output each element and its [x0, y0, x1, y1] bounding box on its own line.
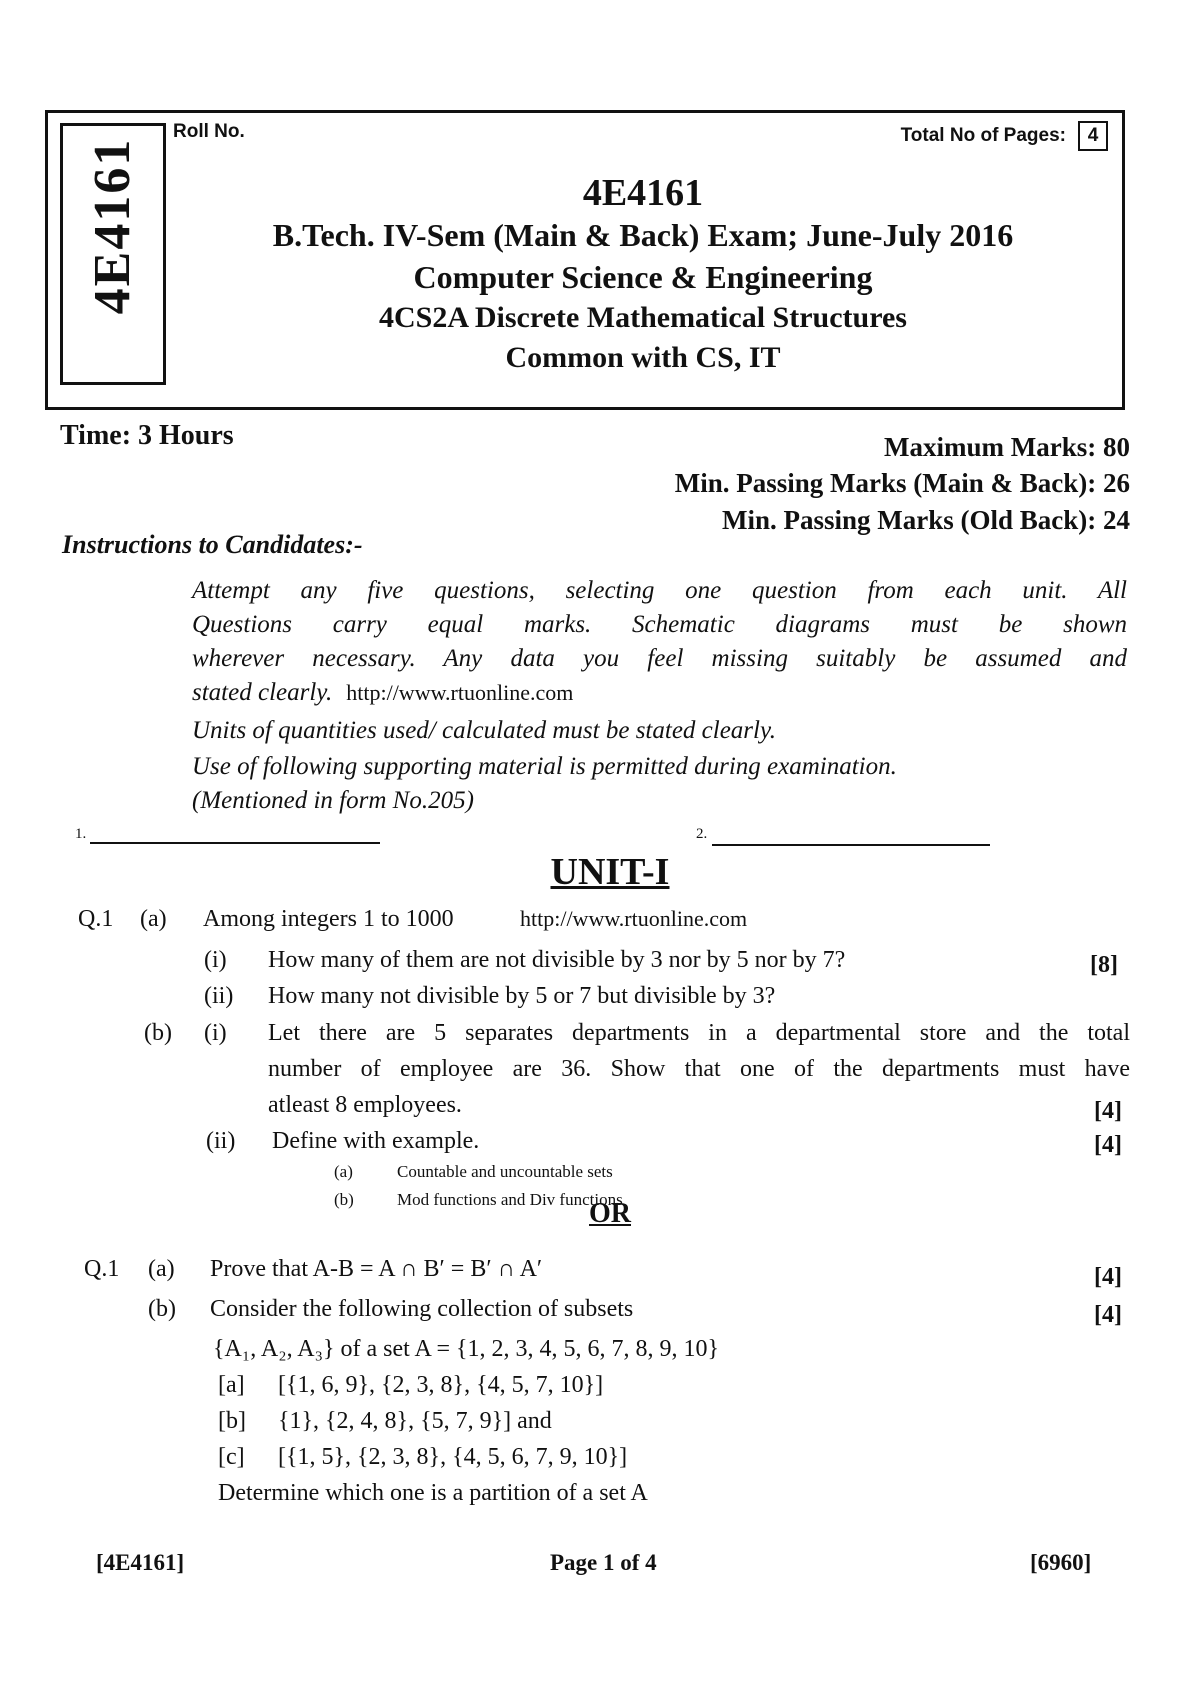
footer-paper-code: [4E4161] [96, 1550, 185, 1575]
question-text: Consider the following collection of subsets [210, 1296, 634, 1322]
footer-serial-number: [6960] [1030, 1550, 1092, 1575]
question-text: How many of them are not divisible by 3 nor by 5 nor by 7? [268, 947, 846, 973]
min-passing-marks-main-back: Min. Passing Marks (Main & Back): 26 [674, 468, 1130, 498]
paper-code-box [60, 123, 166, 385]
total-pages-count: 4 [1078, 121, 1108, 151]
website-url[interactable]: http://www.rtuonline.com [520, 906, 748, 931]
question-text: Among integers 1 to 1000 [203, 906, 454, 932]
question-text: Let there are 5 separates departments in a departmental store and the total [268, 1020, 1130, 1046]
support-material-1-number: 1. [75, 826, 87, 842]
item-text: Mod functions and Div functions [397, 1190, 623, 1209]
support-material-2-blank [712, 844, 990, 846]
question-text: atleast 8 employees. [268, 1092, 462, 1118]
question-text: Determine which one is a partition of a set A [218, 1480, 648, 1506]
instruction-line: Use of following supporting material is permitted during examination. [192, 753, 897, 780]
exam-title: B.Tech. IV-Sem (Main & Back) Exam; June-July 2016 [272, 217, 1014, 253]
or-separator: OR [589, 1198, 631, 1229]
subpart-number: (ii) [204, 983, 234, 1009]
min-passing-marks-old-back: Min. Passing Marks (Old Back): 24 [721, 505, 1130, 535]
instruction-text: stated clearly. [192, 679, 333, 706]
marks-badge: [4] [1094, 1098, 1122, 1124]
marks-badge: [4] [1094, 1132, 1122, 1158]
subpart-number: (i) [204, 1020, 227, 1046]
question-text: How many not divisible by 5 or 7 but divisible by 3? [268, 983, 776, 1009]
instruction-line: Units of quantities used/ calculated must be stated clearly. [192, 717, 776, 744]
question-number: Q.1 [78, 906, 114, 932]
unit-heading: UNIT-I [550, 851, 670, 893]
option-text: {1}, {2, 4, 8}, {5, 7, 9}] and [278, 1408, 552, 1434]
subpart-number: (i) [204, 947, 227, 973]
option-label: [b] [218, 1408, 246, 1434]
instruction-line [192, 676, 1127, 710]
marks-badge: [4] [1094, 1302, 1122, 1328]
vertical-paper-code: 4E4161 [84, 137, 141, 315]
marks-badge: [8] [1090, 952, 1118, 978]
support-material-2-number: 2. [696, 826, 708, 842]
instruction-line: wherever necessary. Any data you feel missing suitably be assumed and [192, 645, 1127, 672]
instruction-line: Attempt any five questions, selecting one question from each unit. All [192, 577, 1127, 604]
paper-code: 4E4161 [582, 172, 704, 214]
website-url[interactable]: http://www.rtuonline.com [346, 680, 574, 705]
item-text: Countable and uncountable sets [397, 1162, 613, 1181]
roll-number-label: Roll No. [173, 121, 245, 142]
part-number: (b) [148, 1296, 176, 1322]
branch-name: Computer Science & Engineering [413, 259, 873, 295]
subpart-number: (ii) [206, 1128, 236, 1154]
set-definition: {A₁, A₂, A₃} of a set A = {1, 2, 3, 4, 5, 6, 7, 8, 9, 10} [213, 1336, 720, 1362]
instruction-line: Questions carry equal marks. Schematic diagrams must be shown [192, 611, 1127, 638]
question-text: number of employee are 36. Show that one of the departments must have [268, 1056, 1130, 1082]
item-number: (b) [334, 1190, 354, 1209]
total-pages-label: Total No of Pages: [900, 125, 1066, 146]
header-box [45, 110, 1125, 410]
question-text: Define with example. [272, 1128, 480, 1154]
footer-page-number: Page 1 of 4 [550, 1550, 657, 1575]
option-text: [{1, 6, 9}, {2, 3, 8}, {4, 5, 7, 10}] [278, 1372, 604, 1398]
exam-time: Time: 3 Hours [60, 420, 234, 451]
marks-badge: [4] [1094, 1264, 1122, 1290]
part-number: (a) [148, 1256, 175, 1282]
instructions-title: Instructions to Candidates:- [62, 530, 363, 559]
common-with: Common with CS, IT [505, 341, 781, 374]
part-number: (b) [144, 1020, 172, 1046]
support-material-1-blank [90, 842, 380, 844]
subject-name: 4CS2A Discrete Mathematical Structures [379, 301, 907, 334]
item-number: (a) [334, 1162, 353, 1181]
part-number: (a) [140, 906, 167, 932]
maximum-marks: Maximum Marks: 80 [884, 432, 1130, 462]
question-text: Prove that A-B = A ∩ B′ = B′ ∩ A′ [210, 1256, 543, 1282]
question-number: Q.1 [84, 1256, 120, 1282]
instruction-line: (Mentioned in form No.205) [192, 787, 474, 814]
option-label: [a] [218, 1372, 245, 1398]
option-label: [c] [218, 1444, 245, 1470]
option-text: [{1, 5}, {2, 3, 8}, {4, 5, 6, 7, 9, 10}] [278, 1444, 628, 1470]
